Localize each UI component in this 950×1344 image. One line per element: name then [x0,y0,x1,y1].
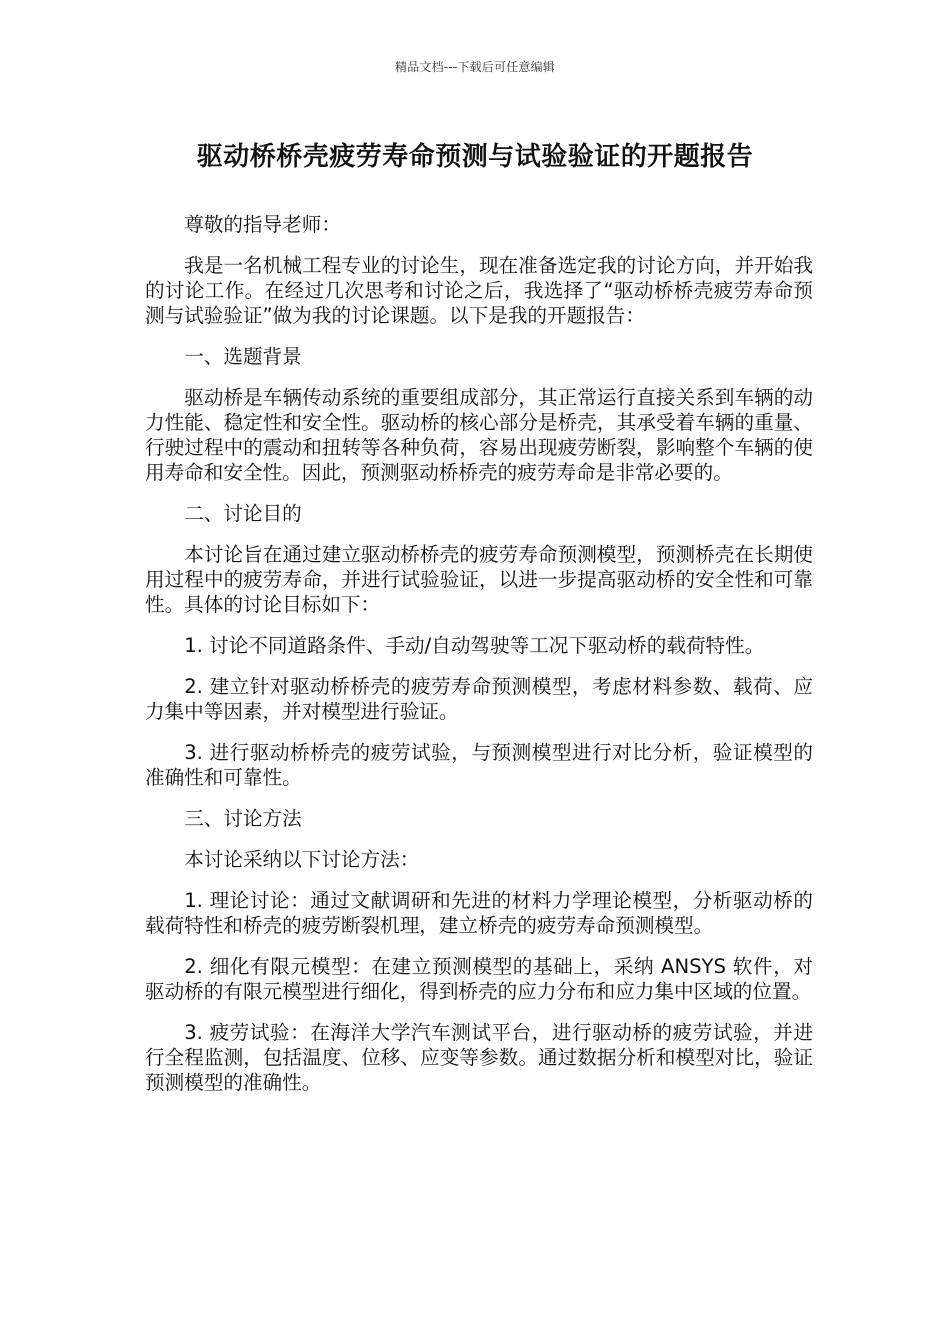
salutation: 尊敬的指导老师： [184,213,341,236]
goal-item-1: 1. 讨论不同道路条件、手动/自动驾驶等工况下驱动桥的载荷特性。 [184,634,765,657]
method-item-2: 2. 细化有限元模型：在建立预测模型的基础上，采纳 ANSYS 软件，对驱动桥的有限元模型进行细化，得到桥壳的应力分布和应力集中区域的位置。 [145,955,813,1003]
section-heading-methods: 三、讨论方法 [184,807,302,830]
section-heading-background: 一、选题背景 [184,345,302,368]
method-item-3: 3. 疲劳试验：在海洋大学汽车测试平台，进行驱动桥的疲劳试验，并进行全程监测，包括温度、位移、应变等参数。通过数据分析和模型对比，验证预测模型的准确性。 [145,1021,813,1094]
intro-paragraph: 我是一名机械工程专业的讨论生，现在准备选定我的讨论方向，并开始我的讨论工作。在经过几次思考和讨论之后，我选择了“驱动桥桥壳疲劳寿命预测与试验验证”做为我的讨论课题。以下是我的开题报告： [145,254,813,327]
goal-item-3: 3. 进行驱动桥桥壳的疲劳试验，与预测模型进行对比分析，验证模型的准确性和可靠性。 [145,741,813,789]
section-heading-purpose: 二、讨论目的 [184,502,302,525]
purpose-paragraph: 本讨论旨在通过建立驱动桥桥壳的疲劳寿命预测模型，预测桥壳在长期使用过程中的疲劳寿命，并进行试验验证，以进一步提高驱动桥的安全性和可靠性。具体的讨论目标如下： [145,543,813,616]
goal-item-2: 2. 建立针对驱动桥桥壳的疲劳寿命预测模型，考虑材料参数、载荷、应力集中等因素，并对模型进行验证。 [145,675,813,723]
document-title: 驱动桥桥壳疲劳寿命预测与试验验证的开题报告 [196,142,754,172]
method-item-1: 1. 理论讨论：通过文献调研和先进的材料力学理论模型，分析驱动桥的载荷特性和桥壳的疲劳断裂机理，建立桥壳的疲劳寿命预测模型。 [145,889,813,937]
page-header-note: 精品文档---下载后可任意编辑 [395,60,555,74]
methods-intro: 本讨论采纳以下讨论方法： [184,848,420,871]
background-paragraph: 驱动桥是车辆传动系统的重要组成部分，其正常运行直接关系到车辆的动力性能、稳定性和安全性。驱动桥的核心部分是桥壳，其承受着车辆的重量、行驶过程中的震动和扭转等各种负荷，容易出现疲劳断裂，影响整个车辆的使用寿命和安全性。因此，预测驱动桥桥壳的疲劳寿命是非常必要的。 [145,386,813,484]
document-body [145,212,813,1111]
